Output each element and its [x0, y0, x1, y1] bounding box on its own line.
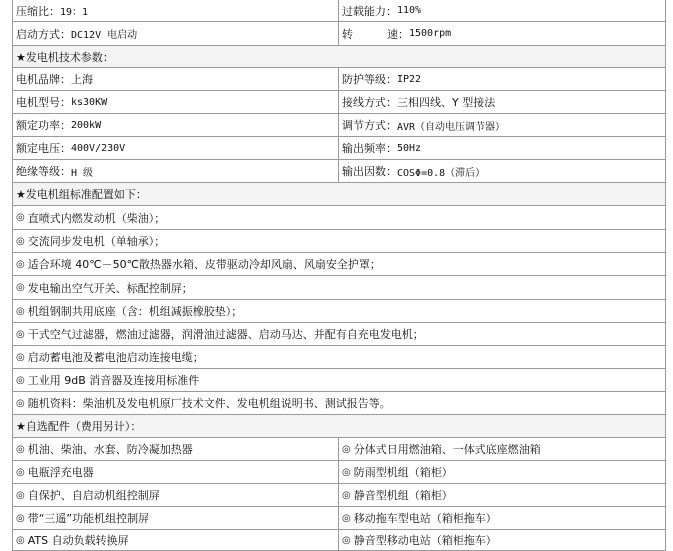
optional-item-text: 静音型移动电站（箱柜拖车） [353, 534, 497, 547]
spec-cell [13, 160, 339, 182]
optional-item-text: 机油、柴油、水套、防冷凝加热器 [27, 443, 193, 456]
config-item-text: 直喷式内燃发动机（柴油）； [27, 211, 166, 225]
config-item-text: 机组钢制共用底座（含：机组减振橡胶垫）； [27, 305, 243, 318]
config-item [13, 276, 665, 299]
spec-value: COSΦ=0.8（滞后） [397, 167, 486, 179]
bullet-icon: ◎ [16, 282, 25, 293]
optional-item-text: 自保护、自启动机组控制屏 [27, 489, 160, 502]
spec-cell [13, 137, 339, 159]
table-row [13, 22, 665, 46]
config-item [13, 230, 665, 252]
spec-table [12, 0, 666, 551]
table-row [13, 68, 665, 91]
spec-label: 输出因数： [342, 165, 397, 178]
spec-cell [13, 22, 339, 45]
table-row [13, 300, 665, 323]
spec-value: 上海 [71, 73, 93, 86]
config-item [13, 206, 665, 229]
table-row [13, 323, 665, 346]
optional-item [339, 438, 665, 460]
spec-value: H 级 [71, 167, 94, 179]
spec-value: 1500rpm [409, 28, 452, 39]
table-row [13, 0, 665, 22]
section-heading: ★发电机组标准配置如下： [16, 188, 147, 201]
spec-cell [339, 68, 665, 90]
bullet-icon: ◎ [16, 466, 25, 478]
bullet-icon: ◎ [16, 489, 25, 501]
optional-item-text: ATS 自动负载转换屏 [27, 534, 129, 547]
spec-cell [339, 160, 665, 182]
spec-label: 调节方式： [342, 119, 397, 132]
bullet-icon: ◎ [16, 212, 25, 223]
table-row [13, 91, 665, 114]
spec-cell [339, 91, 665, 113]
table-row [13, 230, 665, 253]
optional-item-text: 防雨型机组（箱柜） [353, 466, 453, 479]
optional-item [339, 484, 665, 506]
table-row [13, 346, 665, 369]
config-item [13, 346, 665, 368]
table-row [13, 137, 665, 160]
bullet-icon: ◎ [16, 397, 25, 409]
bullet-icon: ◎ [342, 512, 351, 524]
optional-item [13, 484, 339, 506]
table-row [13, 276, 665, 300]
spec-value: 三相四线、Y 型接法 [397, 96, 496, 109]
table-row [13, 507, 665, 530]
config-item-text: 随机资料：柴油机及发电机原厂技术文件、发电机组说明书、测试报告等。 [27, 397, 391, 410]
spec-label: 速： [387, 27, 409, 41]
table-row [13, 392, 665, 415]
config-item [13, 300, 665, 322]
config-item [13, 369, 665, 391]
config-item-text: 发电输出空气开关、标配控制屏； [27, 281, 193, 295]
spec-label: 额定电压： [16, 142, 71, 155]
section-heading: ★自选配件（费用另计）： [16, 420, 142, 433]
spec-cell [339, 114, 665, 136]
optional-item [13, 461, 339, 483]
spec-cell [339, 137, 665, 159]
spec-label: 额定功率： [16, 119, 71, 132]
table-row [13, 484, 665, 507]
bullet-icon: ◎ [16, 512, 25, 524]
table-row [13, 160, 665, 183]
spec-value: ks30KW [71, 96, 108, 108]
config-item-text: 适合环境 40℃－50℃散热器水箱、皮带驱动冷却风扇、风扇安全护罩； [27, 258, 381, 271]
spec-value: DC12V 电启动 [71, 30, 138, 41]
optional-item-text: 静音型机组（箱柜） [353, 489, 453, 502]
spec-cell [13, 91, 339, 113]
bullet-icon: ◎ [16, 235, 25, 247]
bullet-icon: ◎ [342, 534, 351, 546]
optional-item-text: 电瓶浮充电器 [27, 466, 94, 479]
config-item-text: 干式空气过滤器，燃油过滤器，润滑油过滤器、启动马达、并配有自充电发电机； [27, 328, 424, 341]
optional-item [339, 461, 665, 483]
bullet-icon: ◎ [16, 328, 25, 340]
spec-value: 110% [397, 5, 422, 16]
bullet-icon: ◎ [16, 305, 25, 317]
section-heading: ★发电机技术参数： [16, 50, 114, 64]
table-row [13, 530, 665, 551]
bullet-icon: ◎ [342, 466, 351, 478]
bullet-icon: ◎ [16, 374, 25, 386]
optional-item-text: 带“三遥”功能机组控制屏 [27, 512, 150, 525]
spec-label: 启动方式： [16, 27, 71, 41]
bullet-icon: ◎ [16, 534, 25, 546]
table-row [13, 253, 665, 276]
bullet-icon: ◎ [342, 489, 351, 501]
spec-cell [13, 68, 339, 90]
bullet-icon: ◎ [16, 351, 25, 363]
config-item [13, 323, 665, 345]
spec-cell [339, 22, 665, 45]
table-row [13, 415, 665, 438]
spec-label: 电机品牌： [16, 73, 71, 86]
optional-item [13, 507, 339, 529]
spec-value: 400V/230V [71, 142, 126, 154]
table-row [13, 461, 665, 484]
spec-value: IP22 [397, 73, 422, 85]
spec-cell [13, 114, 339, 136]
config-item [13, 253, 665, 275]
bullet-icon: ◎ [342, 443, 351, 455]
spec-label: 压缩比： [16, 4, 60, 18]
table-row [13, 183, 665, 206]
spec-label: 转 [342, 27, 353, 41]
spec-label: 接线方式： [342, 96, 397, 109]
optional-item [13, 438, 339, 460]
table-row [13, 369, 665, 392]
optional-item-text: 移动拖车型电站（箱柜拖车） [353, 512, 497, 525]
optional-item [339, 507, 665, 529]
config-item [13, 392, 665, 414]
optional-item [13, 530, 339, 550]
config-item-text: 交流同步发电机（单轴承）； [27, 235, 166, 248]
spec-value: 50Hz [397, 142, 422, 154]
spec-label: 输出频率： [342, 142, 397, 155]
spec-value: AVR（自动电压调节器） [397, 121, 506, 133]
table-row [13, 438, 665, 461]
spec-label: 过载能力： [342, 4, 397, 18]
spec-cell [339, 0, 665, 21]
bullet-icon: ◎ [16, 443, 25, 455]
spec-label: 电机型号： [16, 96, 71, 109]
config-item-text: 启动蓄电池及蓄电池启动连接电缆； [27, 351, 204, 364]
config-item-text: 工业用 9dB 消音器及连接用标准件 [27, 374, 200, 387]
spec-value: 200kW [71, 119, 102, 131]
spec-value: 19：1 [60, 7, 89, 18]
table-row [13, 46, 665, 68]
spec-cell [13, 0, 339, 21]
optional-item-text: 分体式日用燃油箱、一体式底座燃油箱 [353, 443, 541, 456]
bullet-icon: ◎ [16, 258, 25, 270]
spec-label: 绝缘等级： [16, 165, 71, 178]
table-row [13, 206, 665, 230]
spec-label: 防护等级： [342, 73, 397, 86]
optional-item [339, 530, 665, 550]
table-row [13, 114, 665, 137]
